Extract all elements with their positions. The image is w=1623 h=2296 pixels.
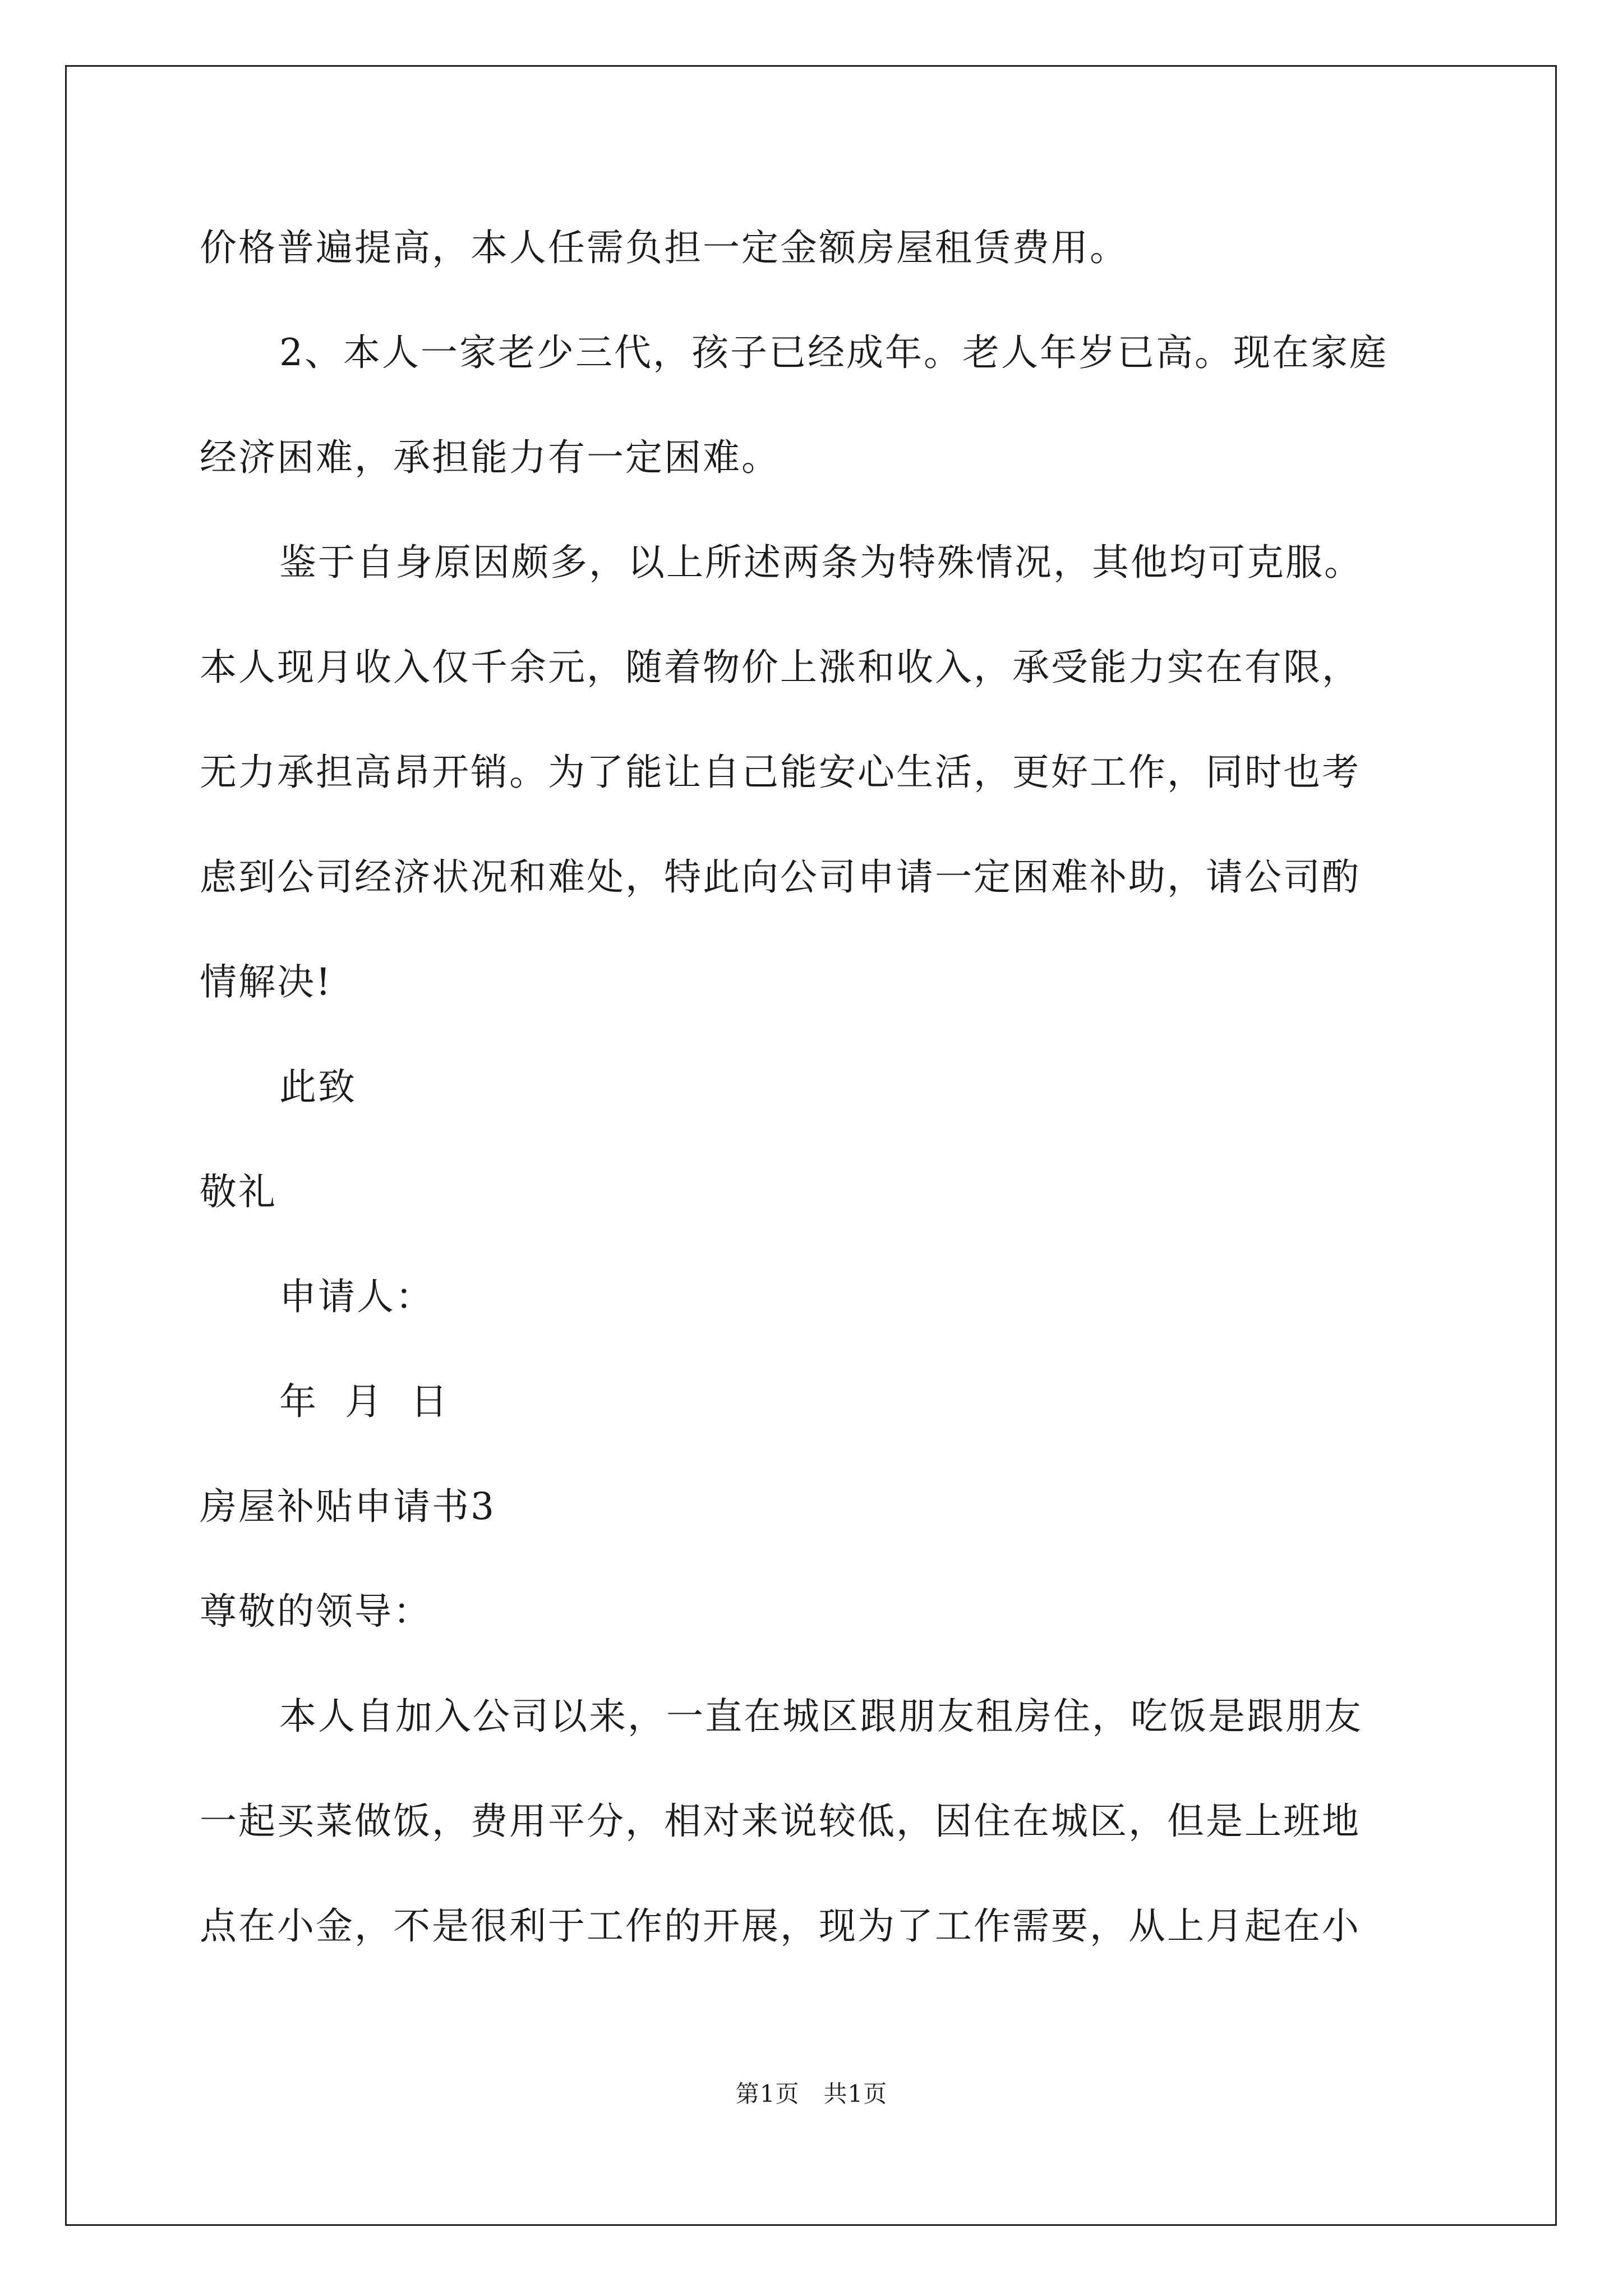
text-line-1: 价格普遍提高，本人任需负担一定金额房屋租赁费用。 [200, 226, 1128, 269]
closing-regards: 敬礼 [200, 1170, 277, 1213]
section-title: 房屋补贴申请书3 [200, 1485, 496, 1528]
text-line-8: 情解决! [200, 960, 333, 1004]
closing-salutation: 此致 [279, 1065, 357, 1108]
text-line-4: 鉴于自身原因颇多，以上所述两条为特殊情况，其他均可克服。 [279, 541, 1363, 584]
document-body [200, 203, 1433, 1986]
applicant-label: 申请人： [279, 1275, 434, 1318]
text-line-5: 本人现月收入仅千余元，随着物价上涨和收入，承受能力实在有限， [200, 646, 1361, 689]
greeting: 尊敬的领导： [200, 1590, 432, 1633]
text-line-16: 一起买菜做饭，费用平分，相对来说较低，因住在城区，但是上班地 [200, 1800, 1361, 1843]
text-line-6: 无力承担高昂开销。为了能让自己能安心生活，更好工作，同时也考 [200, 751, 1361, 794]
date-line: 年 月 日 [279, 1380, 449, 1423]
page-footer: 第1页 共1页 [735, 2080, 888, 2108]
text-line-15: 本人自加入公司以来，一直在城区跟朋友租房住，吃饭是跟朋友 [279, 1695, 1363, 1738]
text-line-7: 虑到公司经济状况和难处，特此向公司申请一定困难补助，请公司酌 [200, 855, 1361, 899]
text-line-3: 经济困难，承担能力有一定困难。 [200, 436, 780, 479]
text-line-2: 2、本人一家老少三代，孩子已经成年。老人年岁已高。现在家庭 [279, 331, 1388, 374]
text-line-17: 点在小金，不是很利于工作的开展，现为了工作需要，从上月起在小 [200, 1904, 1361, 1948]
